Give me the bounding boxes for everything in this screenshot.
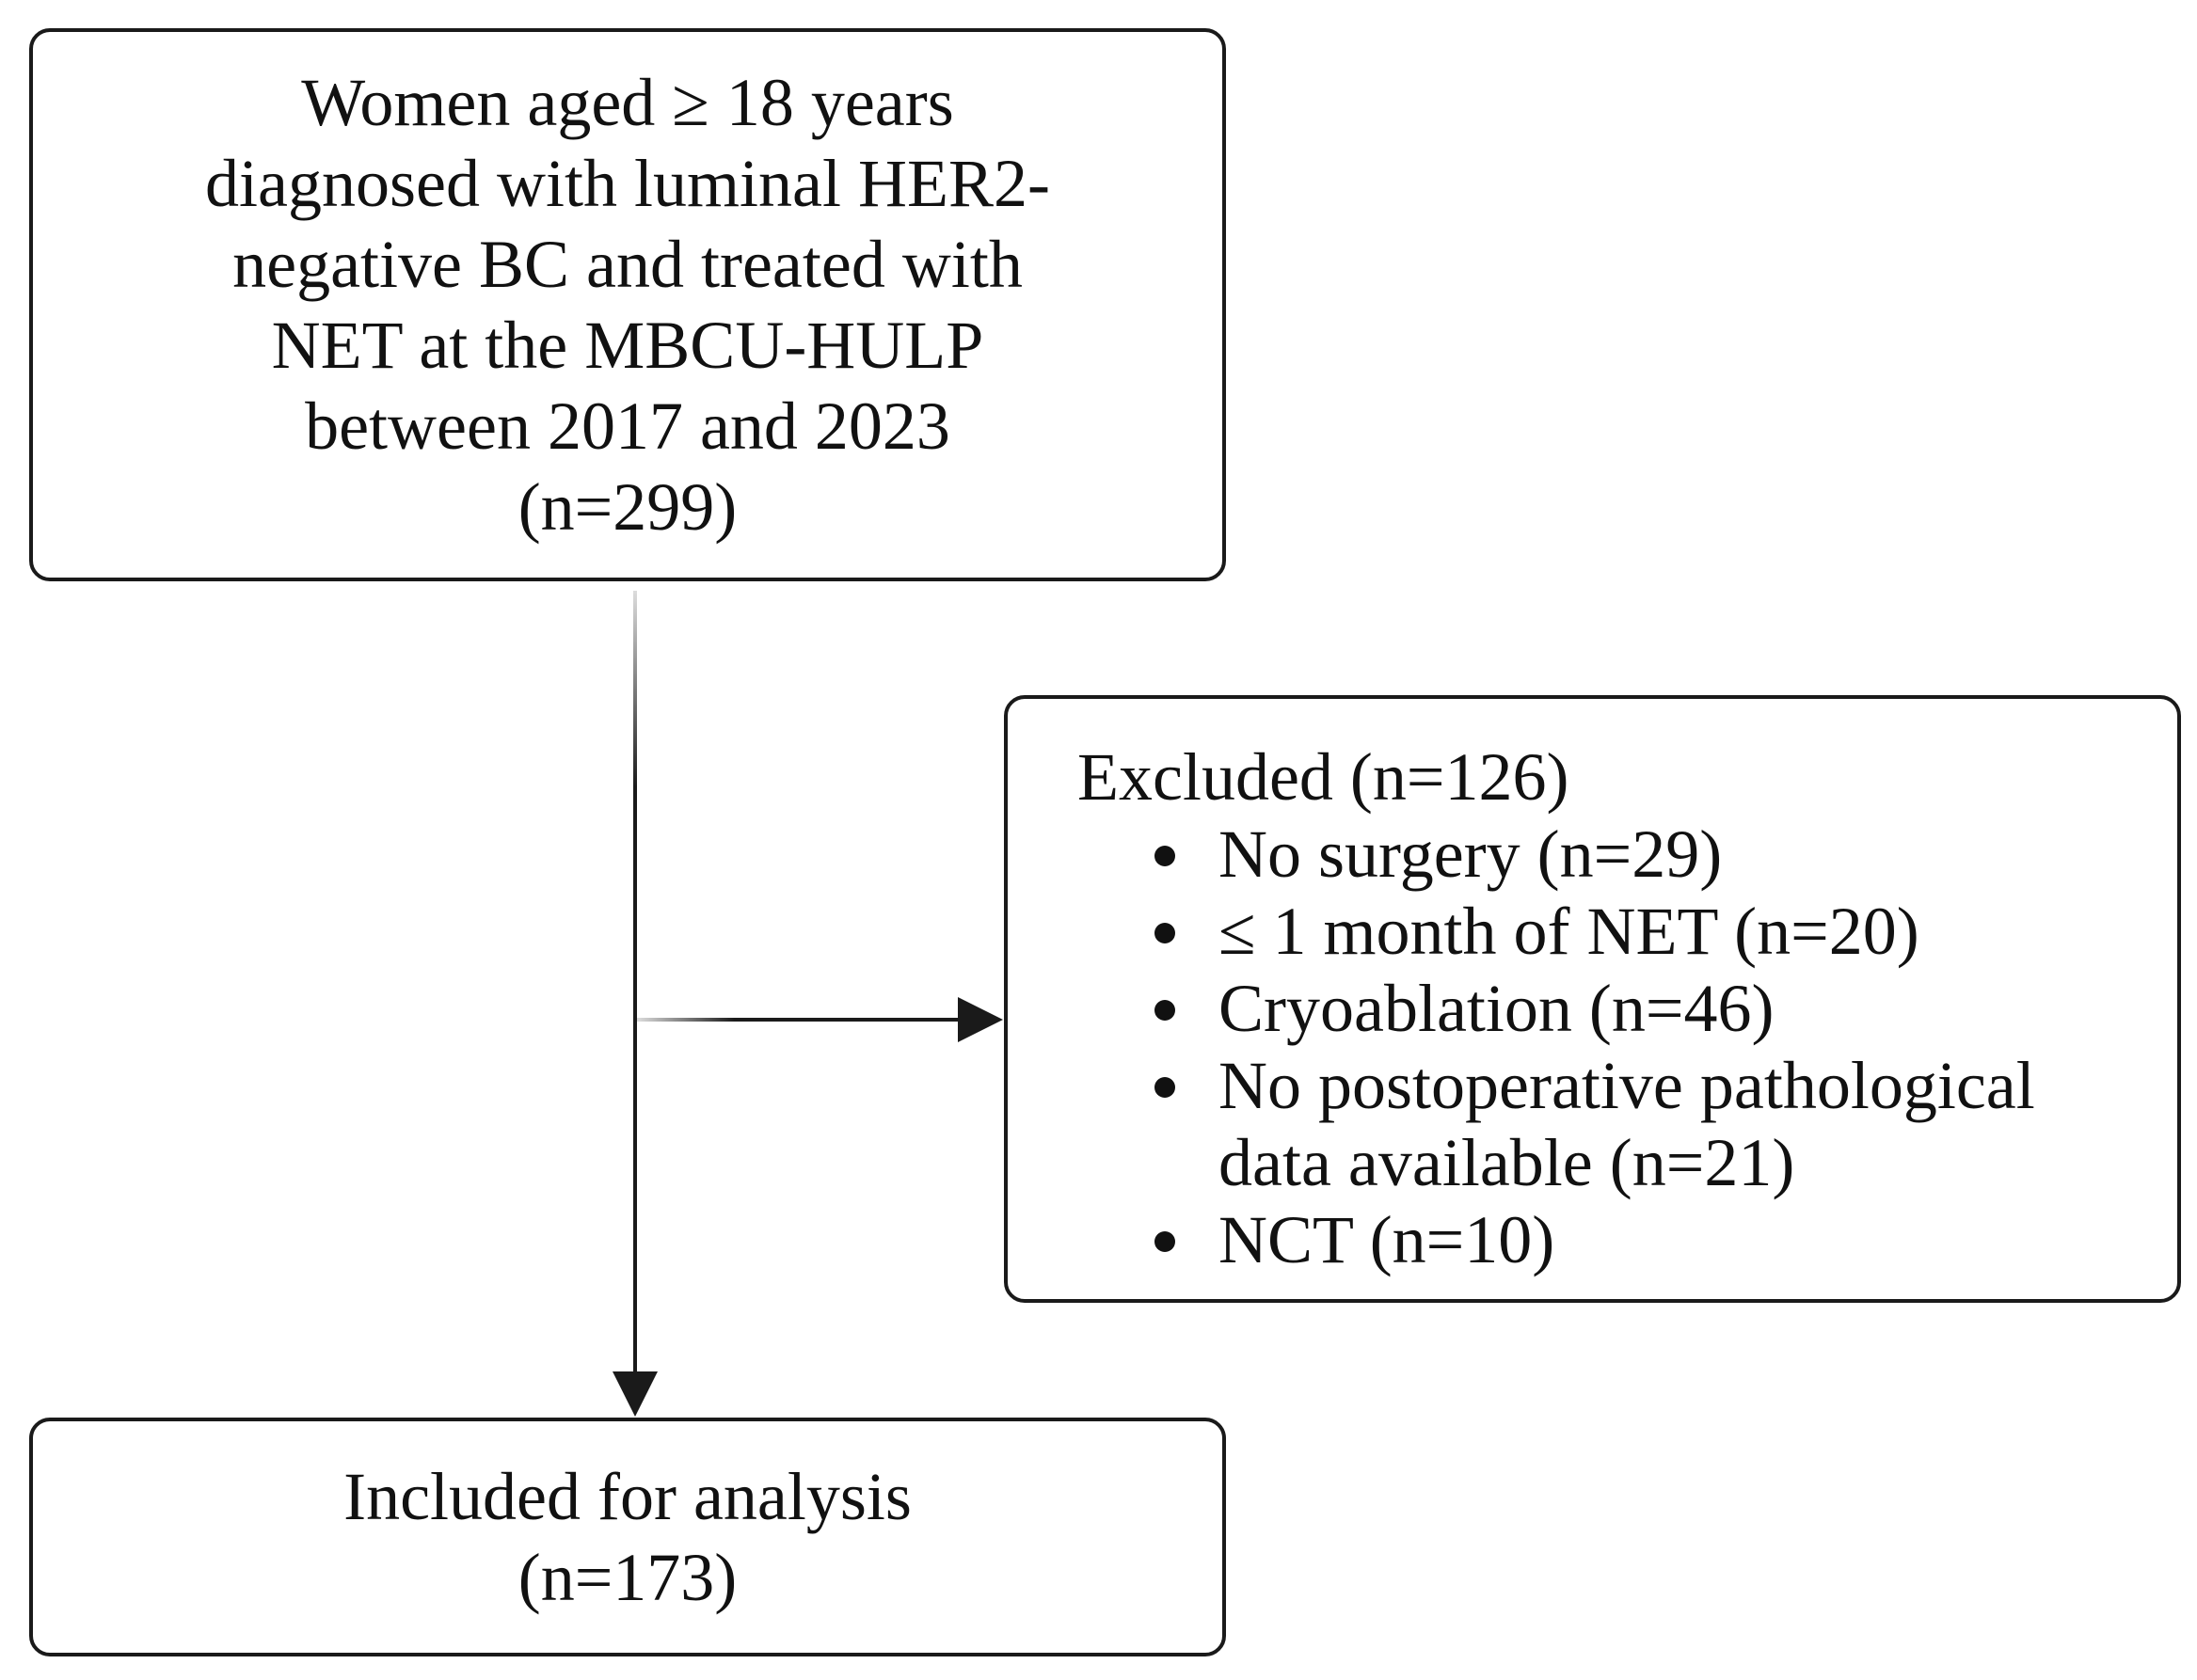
list-item [1077, 1047, 2035, 1201]
included-label: Included for analysis [343, 1459, 912, 1534]
bullet-icon [1154, 846, 1175, 866]
exclusion-branch-line [637, 1018, 962, 1022]
exclusion-reason-text: ≤ 1 month of NET (n=20) [1218, 894, 1919, 969]
eligible-line: Women aged ≥ 18 years [301, 65, 954, 140]
eligible-line: NET at the MBCU-HULP [271, 308, 984, 383]
bullet-icon [1154, 1231, 1175, 1252]
eligible-line: diagnosed with luminal HER2- [205, 146, 1050, 221]
excluded-title: Excluded (n=126) [1077, 739, 1569, 815]
exclusion-reasons-list [1077, 816, 2035, 1278]
eligible-population-box [29, 28, 1226, 581]
exclusion-reason-text: No surgery (n=29) [1218, 816, 1723, 892]
included-count: (n=173) [517, 1540, 738, 1615]
list-item [1077, 1201, 2035, 1278]
bullet-icon [1154, 923, 1175, 943]
exclusion-reason-text: data available (n=21) [1218, 1125, 1795, 1200]
exclusion-reason-text: No postoperative pathological [1218, 1048, 2035, 1123]
excluded-box [1004, 695, 2181, 1303]
list-item [1077, 970, 2035, 1047]
main-flow-line [633, 591, 637, 1376]
bullet-icon [1154, 1077, 1175, 1098]
eligible-count: (n=299) [517, 469, 738, 545]
list-item [1077, 893, 2035, 970]
right-arrowhead [958, 997, 1003, 1042]
down-arrowhead [613, 1371, 658, 1417]
eligible-line: between 2017 and 2023 [305, 388, 950, 464]
exclusion-reason-text: NCT (n=10) [1218, 1202, 1555, 1277]
included-box [29, 1418, 1226, 1656]
eligible-line: negative BC and treated with [232, 227, 1023, 302]
bullet-icon [1154, 1000, 1175, 1021]
included-text [343, 1456, 912, 1618]
excluded-content [1077, 738, 2035, 1278]
eligible-population-text [205, 62, 1050, 547]
list-item [1077, 816, 2035, 893]
exclusion-reason-text: Cryoablation (n=46) [1218, 971, 1775, 1046]
